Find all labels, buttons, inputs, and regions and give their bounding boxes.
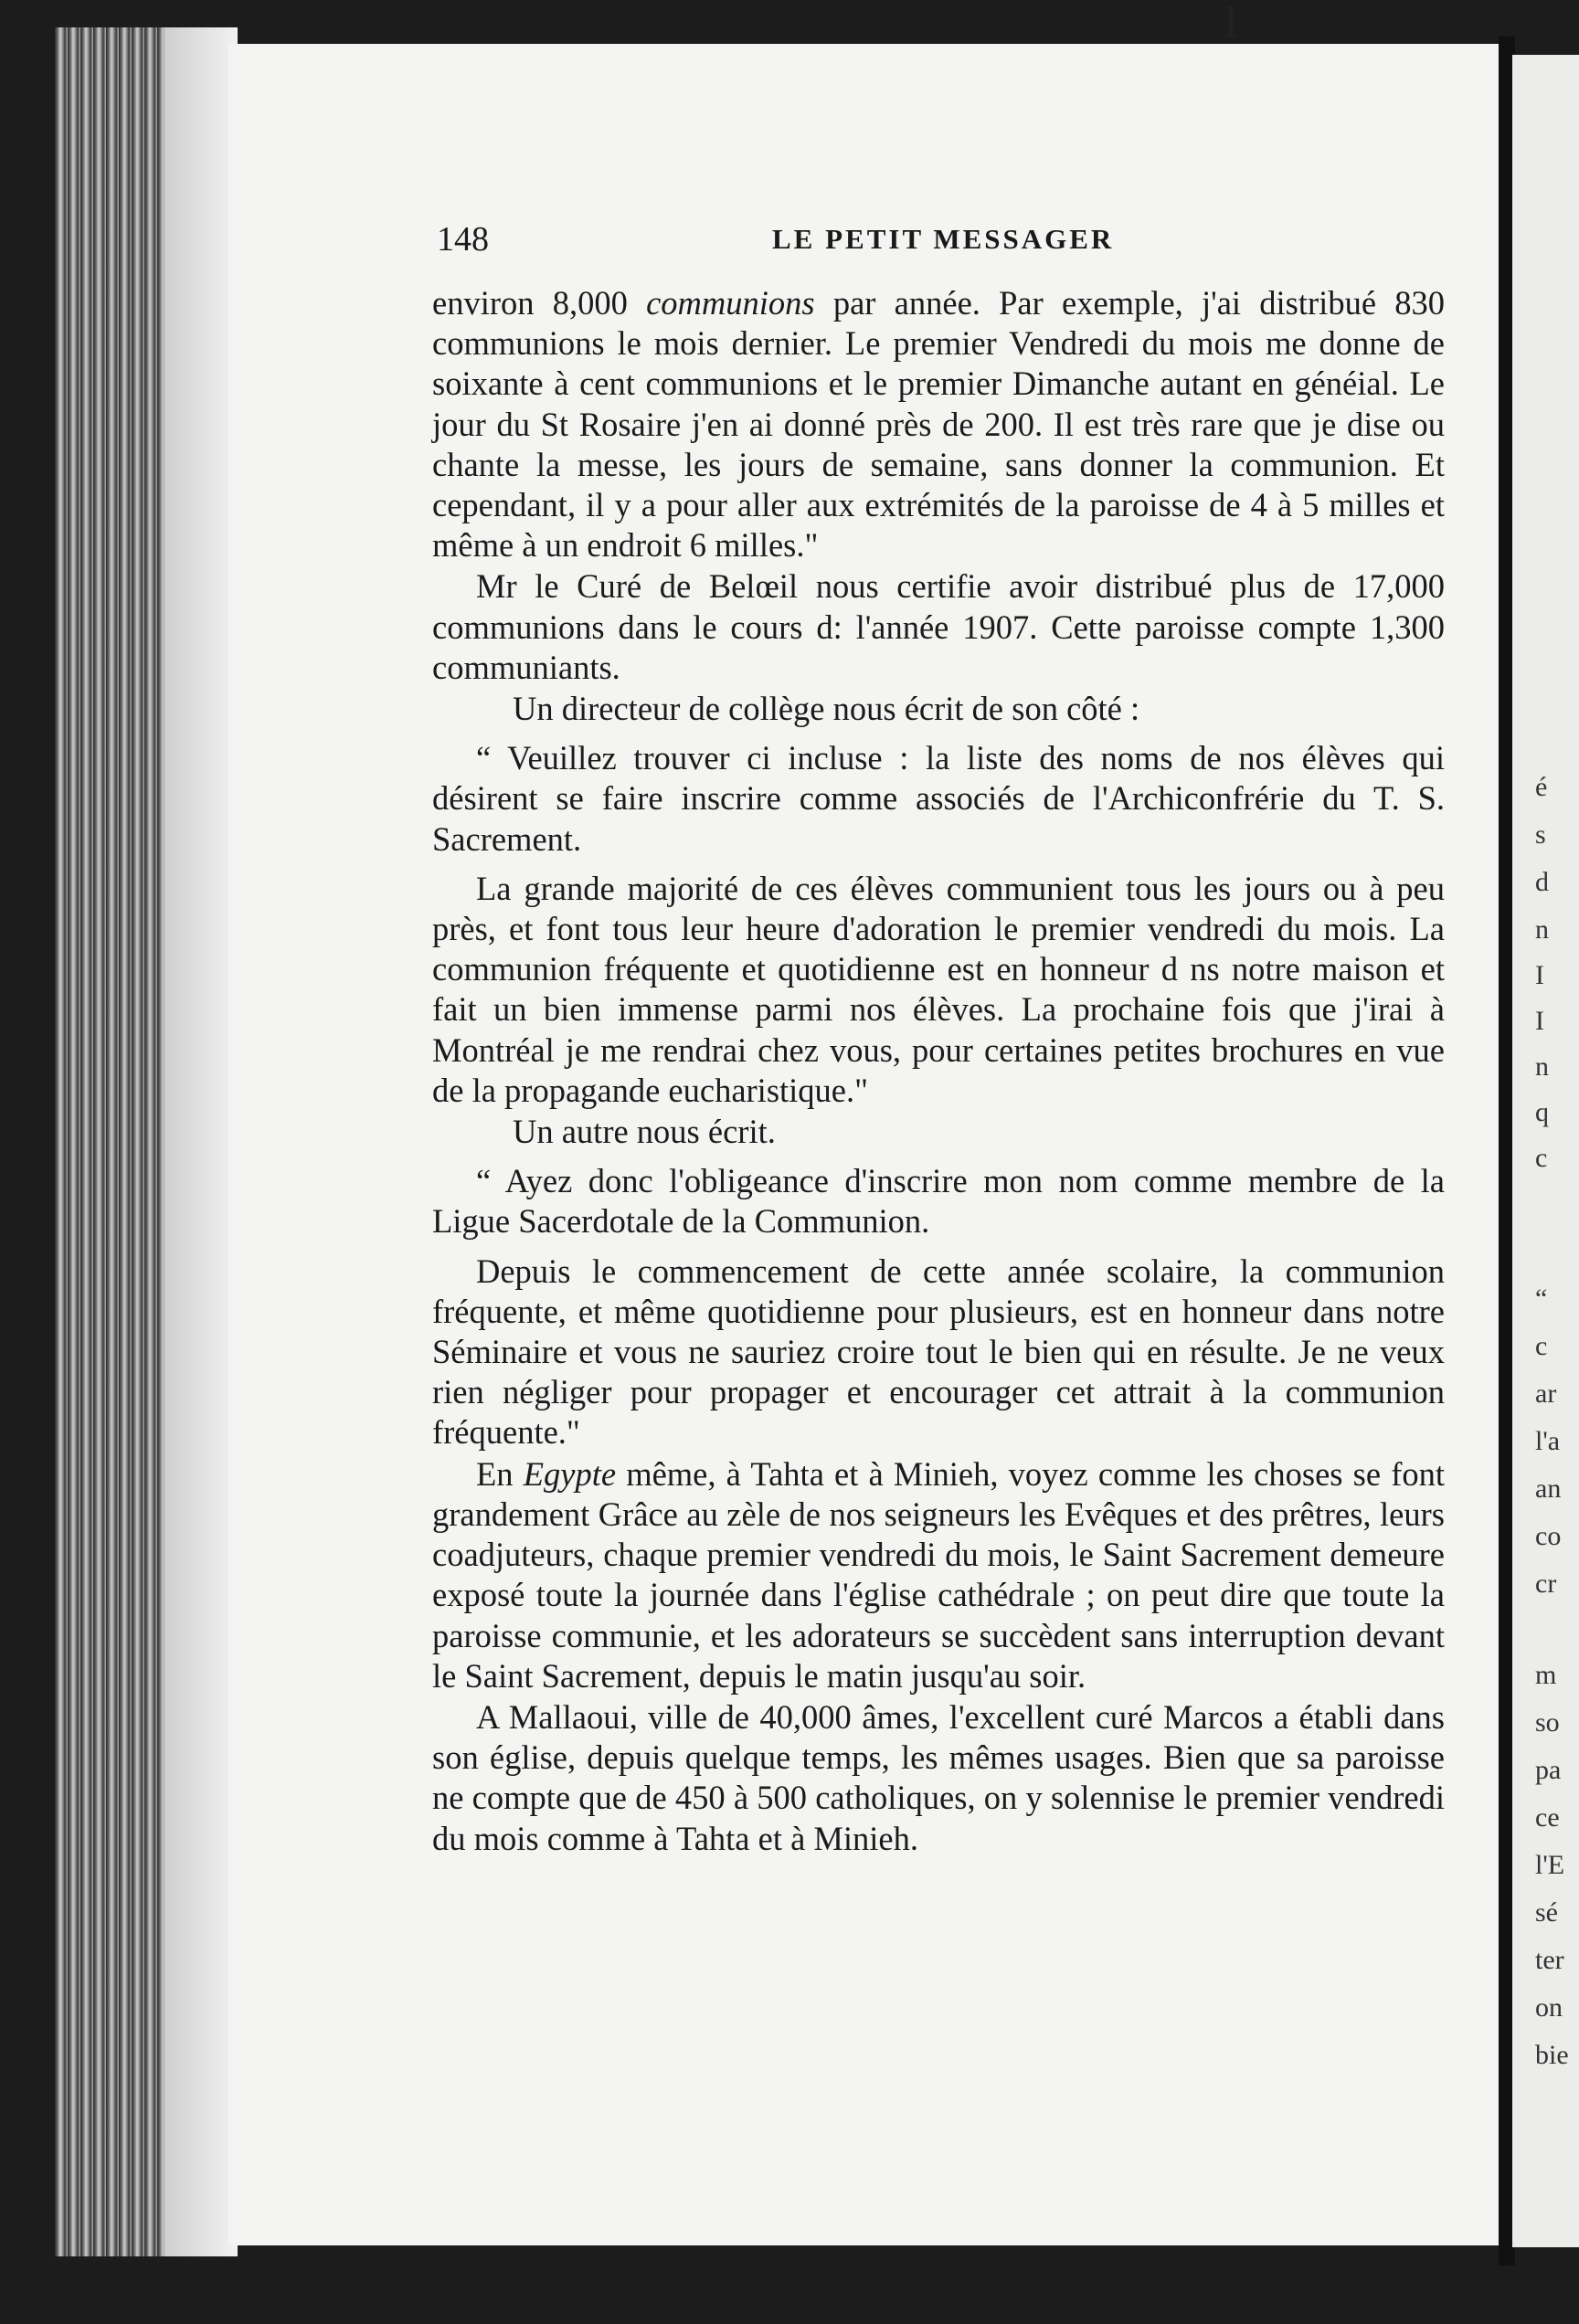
next-page-fragment: I xyxy=(1535,1006,1544,1036)
next-page-fragment: sé xyxy=(1535,1897,1558,1928)
paragraph-3: Un directeur de collège nous écrit de son côté : xyxy=(513,690,1140,728)
next-page-fragment: c xyxy=(1535,1331,1548,1361)
next-page-text-fragments xyxy=(1535,0,1579,2324)
italic-communions: communions xyxy=(646,284,815,322)
next-page-fragment: an xyxy=(1535,1474,1562,1504)
paragraph-6: Un autre nous écrit. xyxy=(513,1113,776,1151)
running-head xyxy=(437,219,1442,274)
next-page-fragment: bie xyxy=(1535,2040,1569,2070)
next-page-fragment: l'E xyxy=(1535,1850,1565,1880)
italic-egypte: Egypte xyxy=(523,1454,617,1493)
next-page-fragment: co xyxy=(1535,1521,1562,1551)
paragraph-1: environ 8,000 communions par année. Par exemple, j'ai distribué 830 communions le mois dernier. Le premier Vendredi du mois me donne de soixante à cent communions et le premier Dimanche autant en généial. Le jour du St Rosaire j'en ai donné près de 200. Il est très rare que je dise ou chante la messe, les jours de semaine, sans donner la communion. Et cependant, il y a pour aller aux extrémités de la paroisse de 4 à 5 milles et même à un endroit 6 milles." xyxy=(432,284,1445,565)
pencil-mark: l xyxy=(1224,0,1238,47)
next-page-fragment: I xyxy=(1535,960,1544,990)
next-page-fragment: q xyxy=(1535,1097,1549,1127)
page-number: 148 xyxy=(437,220,489,259)
running-title: LE PETIT MESSAGER xyxy=(772,223,1115,255)
next-page-fragment: n xyxy=(1535,1051,1549,1082)
paragraph-8: Depuis le commencement de cette année scolaire, la communion fréquente, et même quotidienne pour plusieurs, est en honneur dans notre Séminaire et vous ne sauriez croire tout le bien qui en résulte. Je ne veux rien négliger pour propager et encourager cet attrait à la communion fréquente." xyxy=(432,1252,1445,1452)
next-page-fragment: ce xyxy=(1535,1802,1560,1833)
paragraph-4: “ Veuillez trouver ci incluse : la liste des noms de nos élèves qui désirent se faire inscrire comme associés de l'Archiconfrérie du T. S. Sacrement. xyxy=(432,739,1445,858)
paragraph-7: “ Ayez donc l'obligeance d'inscrire mon nom comme membre de la Ligue Sacerdotale de la Communion. xyxy=(432,1162,1445,1241)
next-page-fragment: d xyxy=(1535,867,1549,897)
next-page-fragment: c xyxy=(1535,1143,1548,1173)
next-page-fragment: s xyxy=(1535,819,1546,850)
paragraph-5: La grande majorité de ces élèves communient tous les jours ou à peu près, et font tous leur heure d'adoration le premier vendredi du mois. La communion fréquente et quotidienne est en honneur d ns notre maison et fait un bien immense parmi nos élèves. La prochaine fois que j'irai à Montréal je me rendrai chez vous, pour certaines petites brochures en vue de la propagande eucharistique." xyxy=(432,869,1445,1109)
paragraph-9: En Egypte même, à Tahta et à Minieh, voyez comme les choses se font grandement Grâce au zèle de nos seigneurs les Evêques et des prêtres, leurs coadjuteurs, chaque premier vendredi du mois, le Saint Sacrement demeure exposé toute la journée dans l'église cathédrale ; on peut dire que toute la paroisse communie, et les adorateurs se succèdent sans interruption devant le Saint Sacrement, depuis le matin jusqu'au soir. xyxy=(432,1454,1445,1695)
page-edge-shadow xyxy=(164,27,238,2256)
next-page-fragment: “ xyxy=(1535,1283,1548,1314)
next-page-fragment: é xyxy=(1535,772,1548,802)
next-page-fragment: cr xyxy=(1535,1569,1557,1599)
paragraph-10: A Mallaoui, ville de 40,000 âmes, l'excellent curé Marcos a établi dans son église, depuis quelque temps, les mêmes usages. Bien que sa paroisse ne compte que de 450 à 500 catholiques, on y solennise le premier vendredi du mois comme à Tahta et à Minieh. xyxy=(432,1697,1445,1857)
next-page-fragment: so xyxy=(1535,1707,1560,1738)
next-page-fragment: ter xyxy=(1535,1945,1564,1975)
body-text xyxy=(432,283,1445,1860)
paragraph-2: Mr le Curé de Belœil nous certifie avoir distribué plus de 17,000 communions dans le cours d: l'année 1907. Cette paroisse compte 1,300 communiants. xyxy=(432,567,1445,686)
next-page-fragment: m xyxy=(1535,1660,1557,1690)
next-page-fragment: l'a xyxy=(1535,1426,1561,1456)
next-page-fragment: on xyxy=(1535,1992,1563,2023)
next-page-fragment: ar xyxy=(1535,1379,1557,1409)
next-page-fragment: n xyxy=(1535,914,1549,945)
next-page-fragment: pa xyxy=(1535,1755,1562,1785)
